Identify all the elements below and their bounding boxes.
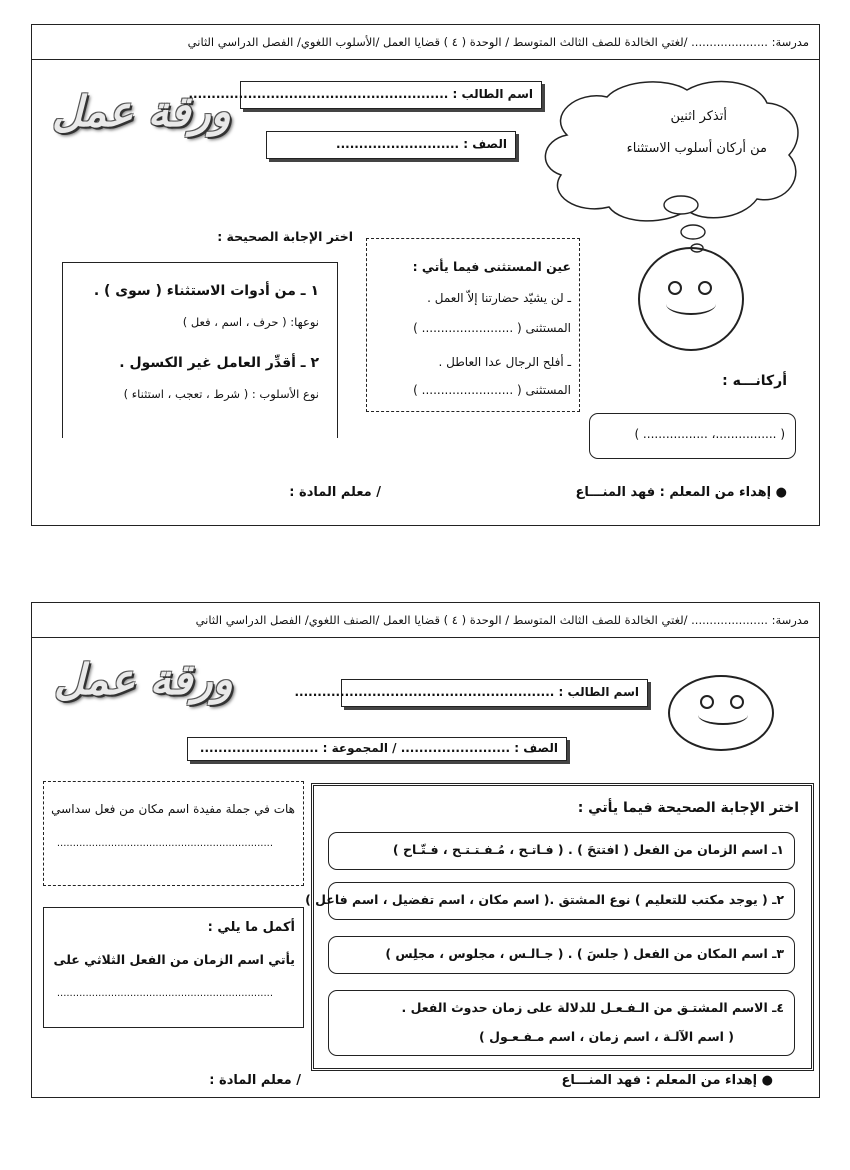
sheet2-logo: ورقة عمل [54, 655, 233, 704]
sheet1-header: مدرسة: ..................... /لغتي الخالدة للصف الثالث المتوسط / الوحدة ( ٤ ) قضايا العمل /الأسلوب اللغوي/ الفصل الدراسي الثاني [32, 25, 819, 60]
question-1: ١ـ اسم الزمان من الفعل ( افتتحَ ) . ( فـاتـح ، مُـفـتـتـح ، فـتّـاح ) [328, 832, 795, 870]
sheet1-choose-title: اختر الإجابة الصحيحة : [217, 229, 353, 244]
smiley-face-icon [638, 247, 744, 351]
sheet1-footer-subject: / معلم المادة : [289, 485, 381, 500]
sheet2-student-name-field[interactable]: اسم الطالب : ......................................................... [341, 679, 648, 707]
question-4: ٤ـ الاسم المشتـق من الـفـعـل للدلالة على زمان حدوث الفعل . ( اسم الآلـة ، اسم زمان ، اسم مـفـعـول ) [328, 990, 795, 1056]
smiley-face-icon-2 [668, 675, 774, 751]
question-3: ٣ـ اسم المكان من الفعل ( جلسَ ) . ( جـالـس ، مجلوس ، مجلِس ) [328, 936, 795, 974]
sheet2-choose-box: اختر الإجابة الصحيحة فيما يأتي : ١ـ اسم الزمان من الفعل ( افتتحَ ) . ( فـاتـح ، مُـفـتـتـح ، فـتّـاح ) ٢ـ ( يوجد مكتب للتعليم ) نوع المشتق .( اسم مكان ، اسم تفضيل ، اسم فاعل ) ٣ـ اسم المكان من الفعل ( جلسَ ) . ( جـالـس ، مجلوس ، مجلِس ) ٤ـ الاسم المشتـق من الـفـعـل للدلالة على زمان حدوث الفعل . ( اسم الآلـة ، اسم زمان ، اسم مـفـعـول ) [311, 783, 814, 1071]
thought-bubbles [657, 193, 727, 253]
sheet1-class-field[interactable]: الصف : ........................... [266, 131, 516, 159]
worksheet-2 [31, 602, 820, 1098]
complete-box: أكمل ما يلي : يأتي اسم الزمان من الفعل الثلاثي على .................................................................... [43, 907, 304, 1028]
sheet1-choose-box: ١ ـ من أدوات الاستثناء ( سوى ) . نوعها: ( حرف ، اسم ، فعل ) ٢ ـ أقدِّر العامل غير الكسول . نوع الأسلوب : ( شرط ، تعجب ، استثناء ) [62, 262, 338, 438]
cloud-line-1: أتذكر اثنين [670, 109, 727, 124]
identify-exception-box: عين المستثنى فيما يأتي : ـ لن يشيّد حضارتنا إلاّ العمل . المستثنى ( ........................ ) ـ أفلح الرجال عدا العاطل . المستثنى ( ........................ ) [366, 238, 580, 412]
sheet1-footer-teacher: ● إهداء من المعلم : فهد المنـــاع [575, 485, 787, 500]
sheet2-footer-teacher: ● إهداء من المعلم : فهد المنـــاع [561, 1073, 773, 1088]
sheet2-class-field[interactable]: الصف : ........................ / المجموعة : .......................... [187, 737, 567, 761]
worksheet-1 [31, 24, 820, 526]
cloud-line-2: من أركان أسلوب الاستثناء [626, 141, 767, 156]
sheet2-footer-subject: / معلم المادة : [209, 1073, 301, 1088]
pillars-answer-box[interactable]: ( ................، ................. ) [589, 413, 796, 459]
pillars-label: أركانـــه : [722, 373, 787, 389]
sheet2-header: مدرسة: ..................... /لغتي الخالدة للصف الثالث المتوسط / الوحدة ( ٤ ) قضايا العمل /الصنف اللغوي/ الفصل الدراسي الثاني [32, 603, 819, 638]
sheet1-logo: ورقة عمل [52, 87, 231, 136]
bring-sentence-box: هات في جملة مفيدة اسم مكان من فعل سداسي .................................................................... [43, 781, 304, 886]
question-2: ٢ـ ( يوجد مكتب للتعليم ) نوع المشتق .( اسم مكان ، اسم تفضيل ، اسم فاعل ) [328, 882, 795, 920]
sheet1-student-name-field[interactable]: اسم الطالب : ......................................................... [240, 81, 542, 109]
